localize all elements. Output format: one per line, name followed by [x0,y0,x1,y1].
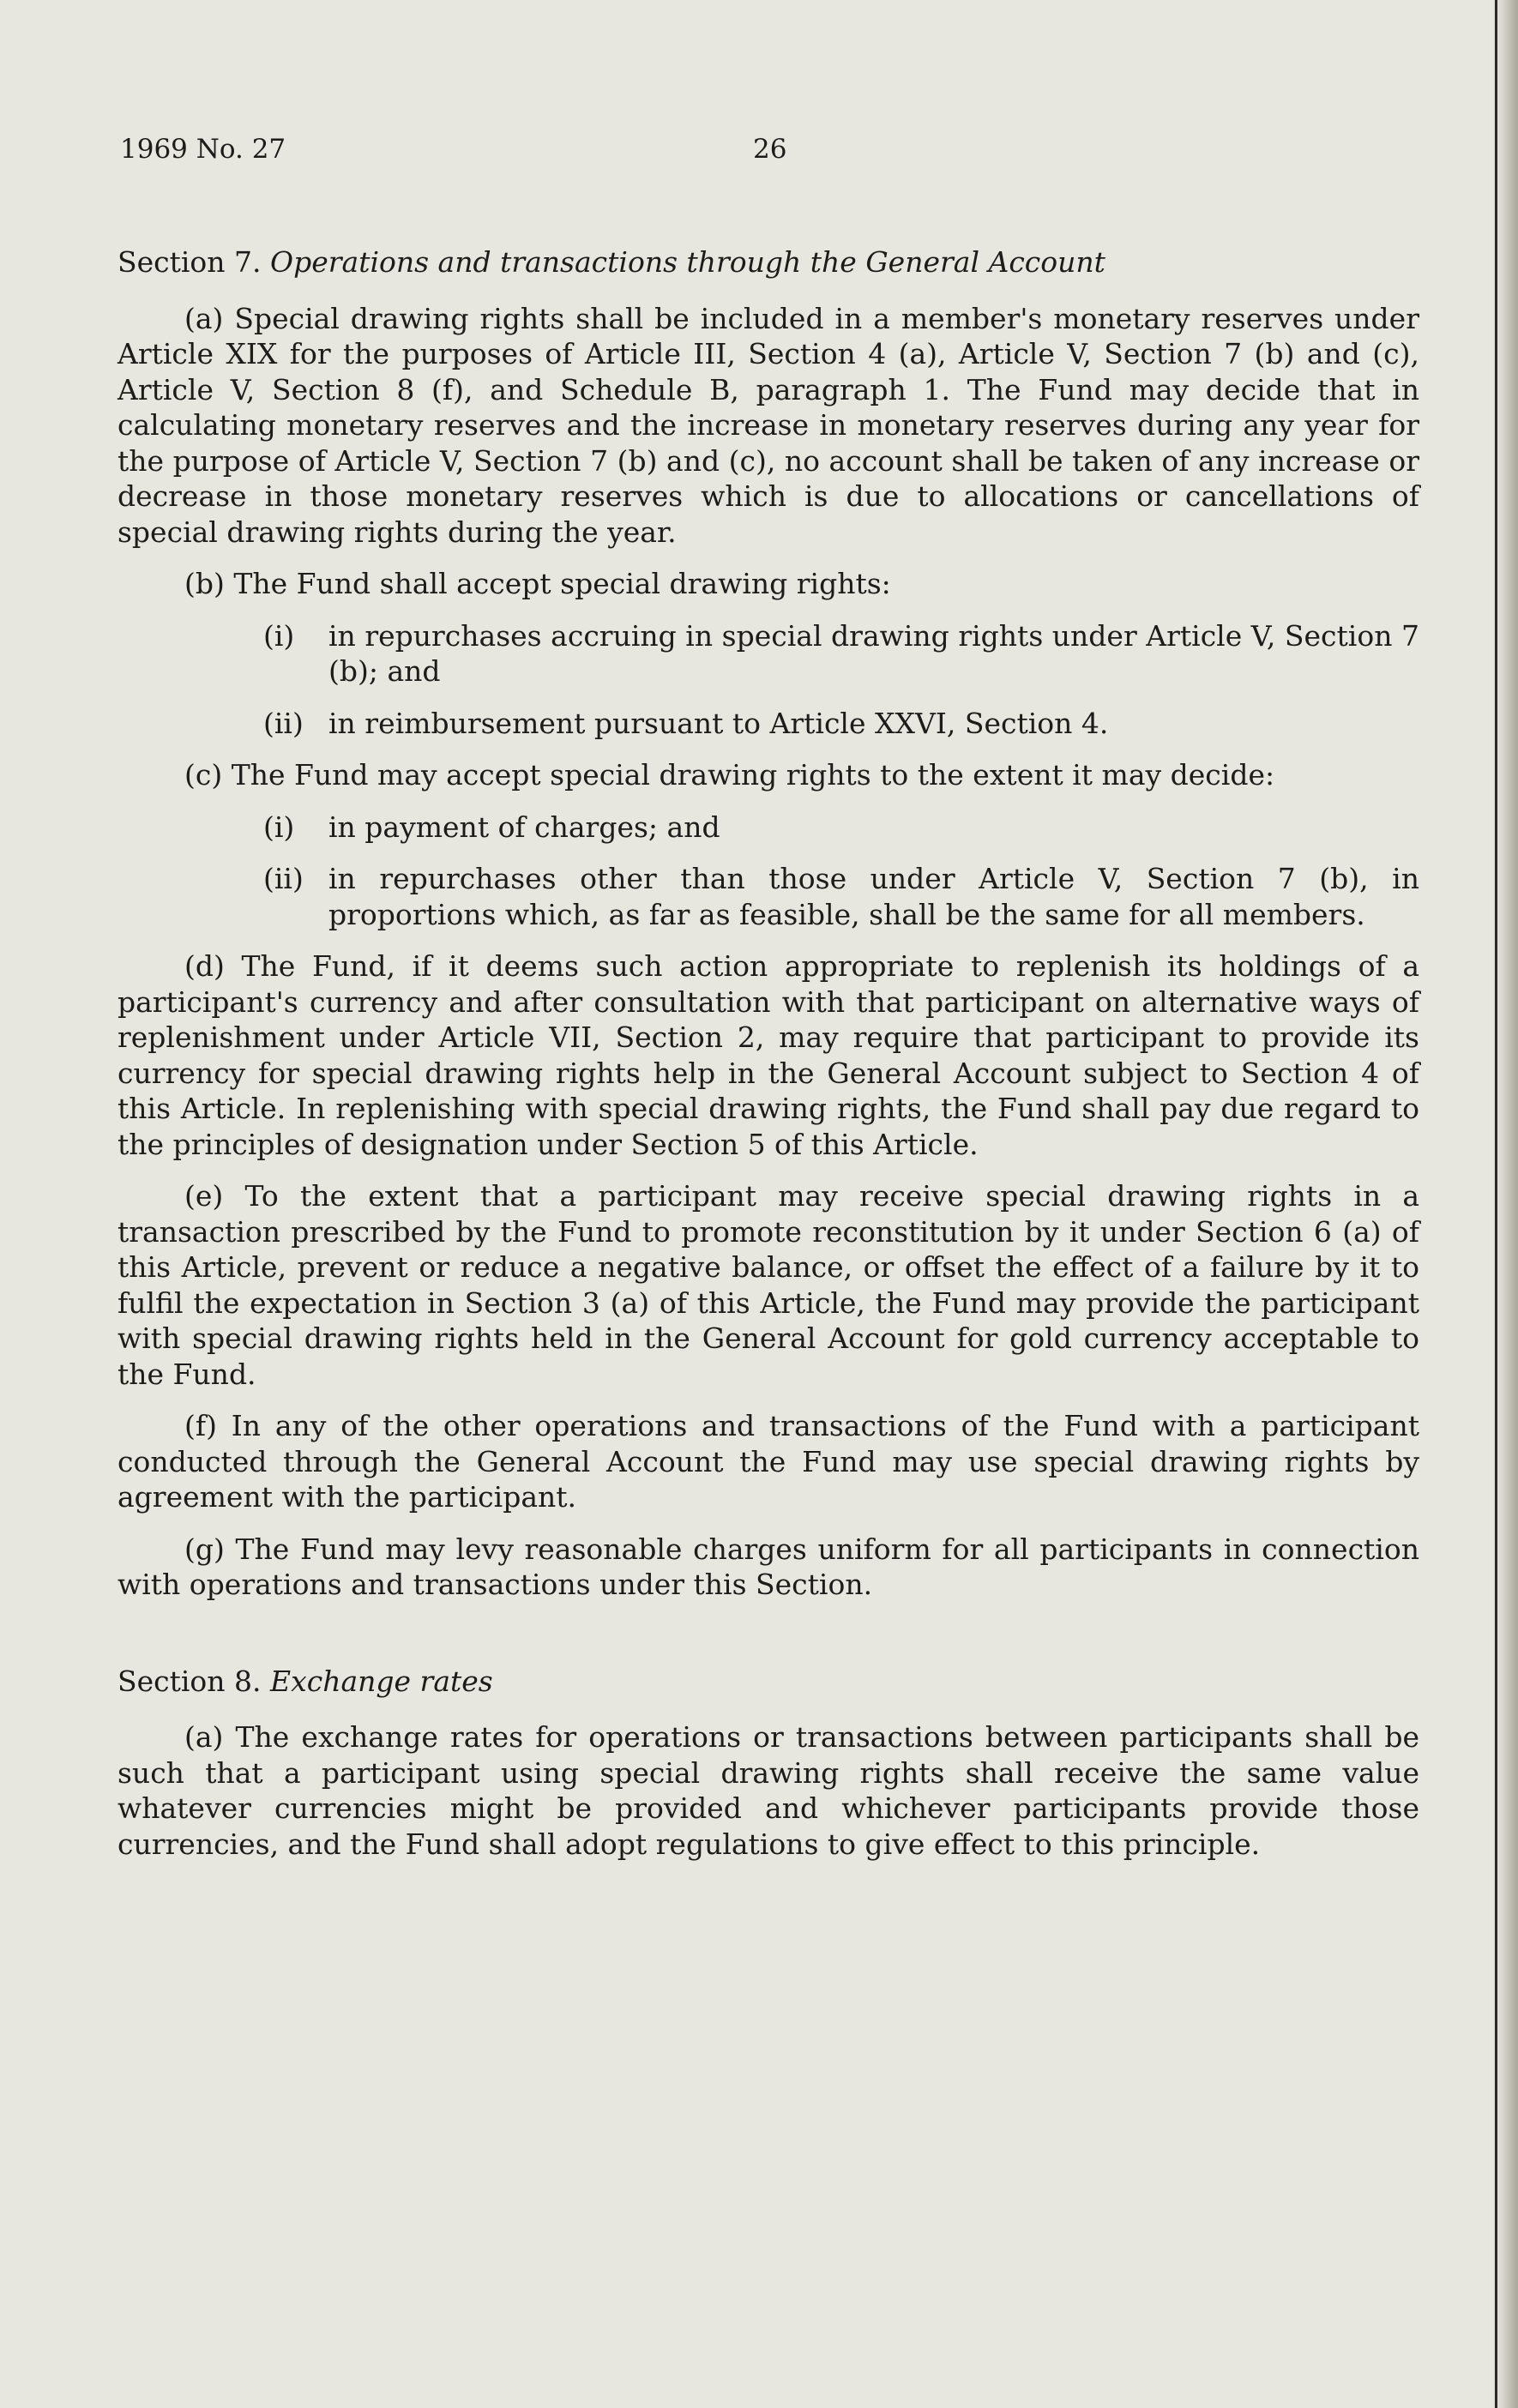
list-item [117,706,1419,742]
list-item-number: (ii) [263,862,304,895]
list-item [117,861,1419,932]
list-item [117,618,1419,689]
year-number-label: 1969 No. 27 [120,134,286,165]
section-7-paragraph-f: (f) In any of the other operations and transactions of the Fund with a participant conducted through the General Account the Fund may use special drawing rights by agreement with the participant. [117,1409,1419,1514]
section-7-paragraph-c-list [117,810,1419,933]
section-8-title: Exchange rates [270,1664,493,1698]
list-item-text: in payment of charges; and [328,810,720,844]
page-number: 26 [753,134,787,165]
list-item-number: (i) [263,810,295,844]
document-body [117,244,1419,1878]
section-7-paragraph-c-intro: (c) The Fund may accept special drawing rights to the extent it may decide: [184,758,1275,792]
list-item-number: (ii) [263,706,304,740]
section-8-label: Section 8. [117,1664,262,1698]
list-item-text: in repurchases other than those under Article V, Section 7 (b), in proportions which, as far as feasible, shall be the same for all members. [328,862,1419,931]
list-item-text: in reimbursement pursuant to Article XXVI, Section 4. [328,706,1109,740]
section-7-title: Operations and transactions through the General Account [270,245,1105,279]
page-header [120,134,1407,168]
section-7-heading [117,244,1419,280]
section-8-paragraph-a: (a) The exchange rates for operations or transactions between participants shall be such that a participant using special drawing rights shall receive the same value whatever currencies might be provided and whichever participants provide those currencies, and the Fund shall adopt regulations to give effect to this principle. [117,1720,1419,1861]
list-item-text: in repurchases accruing in special drawing rights under Article V, Section 7 (b); and [328,618,1419,688]
page-edge-line [1495,0,1497,2408]
section-7-paragraph-b-list [117,618,1419,742]
section-7-paragraph-g: (g) The Fund may levy reasonable charges uniform for all participants in connection with operations and transactions under this Section. [117,1532,1419,1601]
section-8-heading [117,1664,1419,1700]
section-7-paragraph-e: (e) To the extent that a participant may receive special drawing rights in a transaction prescribed by the Fund to promote reconstitution by it under Section 6 (a) of this Article, prevent or reduce a negative balance, or offset the effect of a failure by it to fulfil the expectation in Section 3 (a) of this Article, the Fund may provide the participant with special drawing rights held in the General Account for gold currency acceptable to the Fund. [117,1179,1419,1391]
section-spacer [117,1619,1419,1664]
section-7-paragraph-d: (d) The Fund, if it deems such action appropriate to replenish its holdings of a participant's currency and after consultation with that participant on alternative ways of replenishment under Article VII, Section 2, may require that participant to provide its currency for special drawing rights help in the General Account subject to Section 4 of this Article. In replenishing with special drawing rights, the Fund shall pay due regard to the principles of designation under Section 5 of this Article. [117,949,1419,1161]
section-7-paragraph-a: (a) Special drawing rights shall be included in a member's monetary reserves under Article XIX for the purposes of Article III, Section 4 (a), Article V, Section 7 (b) and (c), Article V, Section 8 (f), and Schedule B, paragraph 1. The Fund may decide that in calculating monetary reserves and the increase in monetary reserves during any year for the purpose of Article V, Section 7 (b) and (c), no account shall be taken of any increase or decrease in those monetary reserves which is due to allocations or cancellations of special drawing rights during the year. [117,301,1419,549]
section-7-label: Section 7. [117,245,262,279]
list-item [117,810,1419,846]
list-item-number: (i) [263,618,295,653]
section-7-paragraph-b-intro: (b) The Fund shall accept special drawing rights: [184,567,891,600]
